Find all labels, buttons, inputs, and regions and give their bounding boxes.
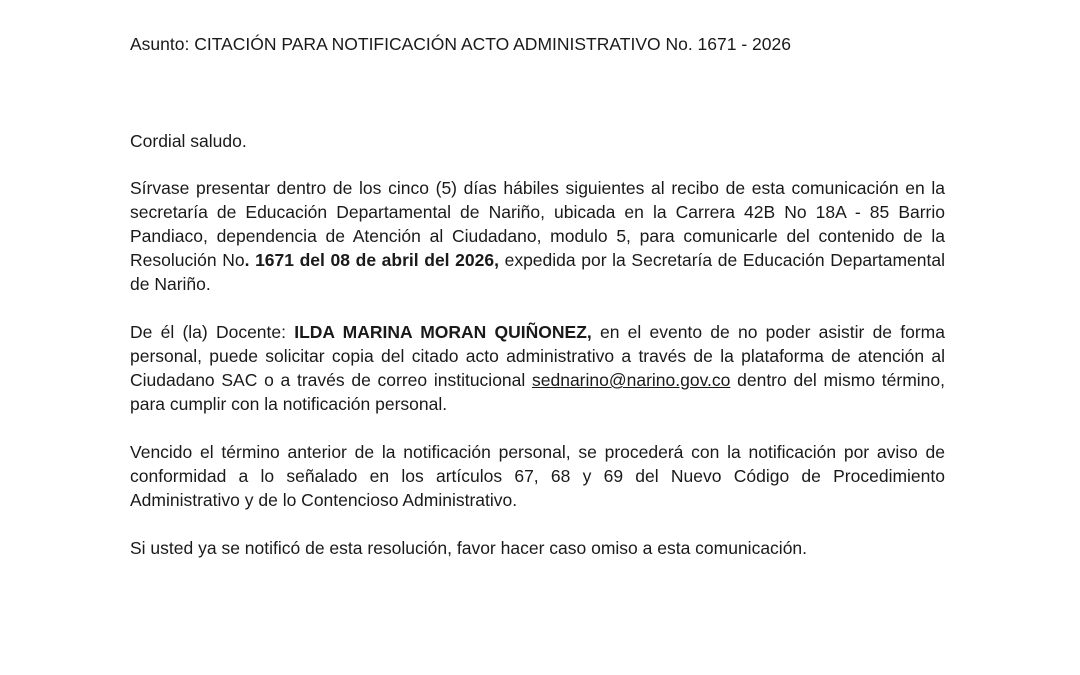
teacher-intro: De él (la) Docente: (130, 322, 295, 342)
teacher-text-end: dentro del mismo término, para cumplir con la notificación personal. (130, 370, 945, 414)
letter-document (130, 32, 945, 560)
paragraph-deadline: Vencido el término anterior de la notificación personal, se procederá con la notificación por aviso de conformidad a lo señalado en los artículos 67, 68 y 69 del Nuevo Código de Procedimiento Administrativo y de lo Contencioso Administrativo. (130, 442, 945, 510)
paragraph-teacher (130, 320, 945, 416)
teacher-text: en el evento de no poder asistir de forma personal, puede solicitar copia del citado acto administrativo a través de la plataforma de atención al Ciudadano SAC o a través de correo institucional (130, 322, 945, 390)
summons-text-end: expedida por la Secretaría de Educación Departamental de Nariño. (130, 250, 946, 294)
resolution-reference: . 1671 del 08 de abril del 2026, (244, 250, 499, 270)
paragraph-summons (130, 176, 945, 296)
subject-line: Asunto: CITACIÓN PARA NOTIFICACIÓN ACTO ADMINISTRATIVO No. 1671 - 2026 (130, 34, 791, 54)
summons-text: Sírvase presentar dentro de los cinco (5) días hábiles siguientes al recibo de esta comunicación en la secretaría de Educación Departamental de Nariño, ubicada en la Carrera 42B No 18A - 85 Barrio Pandiaco, dependencia de Atención al Ciudadano, modulo 5, para comunicarle del contenido de la Resolución No (130, 178, 945, 270)
paragraph-closing: Si usted ya se notificó de esta resolución, favor hacer caso omiso a esta comunicación. (130, 538, 808, 558)
teacher-name: ILDA MARINA MORAN QUIÑONEZ, (294, 322, 592, 342)
greeting: Cordial saludo. (130, 131, 247, 151)
email-link[interactable]: sednarino@narino.gov.co (532, 370, 731, 390)
